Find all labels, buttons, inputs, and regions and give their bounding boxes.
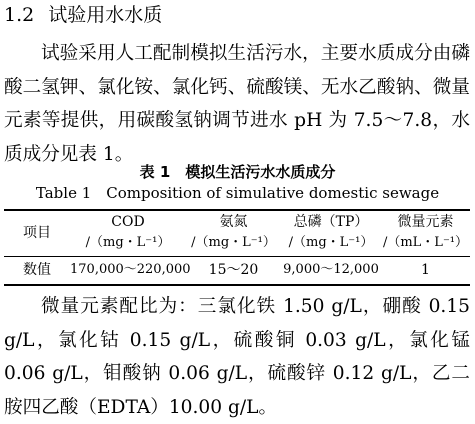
table-cell-ammonia: 15～20 [208,262,259,278]
table-header-trace-unit: /（mL・L⁻¹） [382,235,469,250]
section-heading [4,3,162,27]
section-title: 试验用水水质 [48,4,163,26]
table-header-trace: 微量元素 [397,214,454,230]
table-header-ammonia: 氨氮 [219,214,248,230]
table-header-cod: COD [111,214,145,230]
table-caption-cn: 表 1 模拟生活污水水质成分 [139,163,336,181]
table-header-ammonia-unit: /（mg・L⁻¹） [191,235,276,250]
table-header-tp: 总磷（TP） [293,214,369,230]
table-cell-tp: 9,000～12,000 [283,262,379,277]
table-cell-label: 数值 [23,262,51,278]
table-caption-en: Table 1 Composition of simulative domestic sewage [35,184,440,202]
table-cell-cod: 170,000～220,000 [70,262,191,277]
table-header-rule [4,256,470,257]
trace-element-paragraph: 微量元素配比为：三氯化铁 1.50 g/L，硼酸 0.15 g/L，氯化钴 0.15 g/L，硫酸铜 0.03 g/L，氯化锰 0.06 g/L，钼酸钠 0.06 g/L，硫酸锌 0.12 g/L，乙二胺四乙酸（EDTA）10.00 g/L。 [4,296,470,418]
table-bottom-rule [4,284,470,286]
table-cell-trace: 1 [421,262,430,278]
table-header-item: 项目 [23,225,51,241]
section-number: 1.2 [4,4,35,26]
intro-paragraph: 试验采用人工配制模拟生活污水，主要水质成分由磷酸二氢钾、氯化铵、氯化钙、硫酸镁、无水乙酸钠、微量元素等提供，用碳酸氢钠调节进水 pH 为 7.5～7.8，水质成分见表 1。 [4,43,470,165]
table-top-rule [4,209,470,211]
table-header-cod-unit: /（mg・L⁻¹） [85,235,171,250]
table-header-tp-unit: /（mg・L⁻¹） [288,235,374,250]
